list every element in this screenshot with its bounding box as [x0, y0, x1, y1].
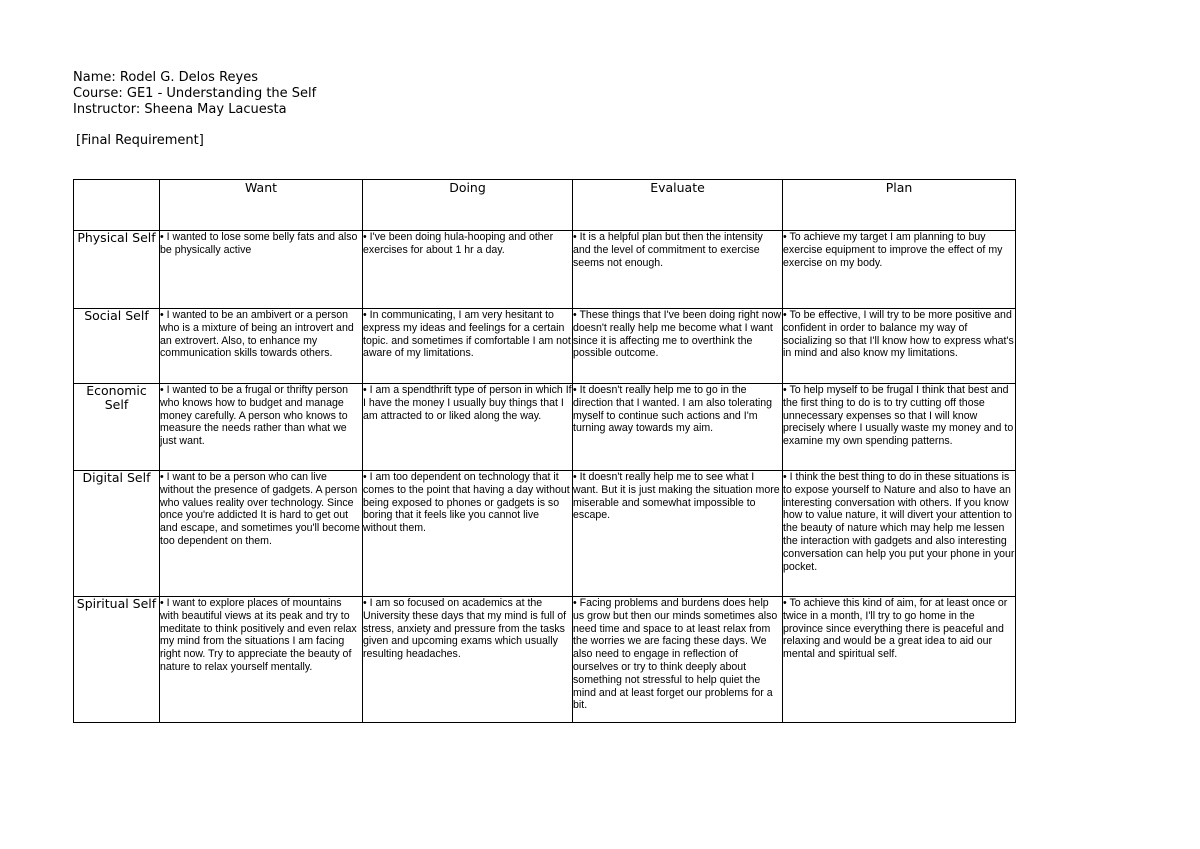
cell-digital-plan: • I think the best thing to do in these situations is to expose yourself to Nature and also to have an interesting conversation with others. If you know how to value nature, it will divert your attention to the beauty of nature which may help me lessen the interaction with gadgets and also interesting conversation can help you put your phone in your pocket.: [783, 471, 1016, 597]
cell-spiritual-doing: • I am so focused on academics at the University these days that my mind is full of stress, anxiety and pressure from the tasks given and upcoming exams which usually resulting headaches.: [363, 597, 573, 723]
requirement-label: [Final Requirement]: [76, 133, 204, 148]
table-header-row: [74, 180, 1016, 231]
cell-economic-doing: • I am a spendthrift type of person in which If I have the money I usually buy things that I am attracted to or liked along the way.: [363, 384, 573, 471]
row-header-social-self: Social Self: [74, 309, 160, 384]
table-row-economic-self: [74, 384, 1016, 471]
course-name: Course: GE1 - Understanding the Self: [73, 86, 317, 101]
cell-digital-want: • I want to be a person who can live without the presence of gadgets. A person who values reality over technology. Since once you're addicted It is hard to get out and escape, and sometimes you'll become too dependent on them.: [160, 471, 363, 597]
cell-spiritual-evaluate: • Facing problems and burdens does help us grow but then our minds sometimes also need time and space to at least relax from the worries we are facing these days. We also need to engage in reflection of ourselves or try to think deeply about something not stressful to help quiet the mind and at least forget our problems for a bit.: [573, 597, 783, 723]
cell-social-evaluate: • These things that I've been doing right now doesn't really help me become what I want since it is affecting me to overthink the possible outcome.: [573, 309, 783, 384]
cell-physical-doing: • I've been doing hula-hooping and other exercises for about 1 hr a day.: [363, 231, 573, 309]
row-header-economic-self: Economic Self: [74, 384, 160, 471]
student-name: Name: Rodel G. Delos Reyes: [73, 70, 258, 85]
cell-social-plan: • To be effective, I will try to be more positive and confident in order to balance my way of socializing so that I'll know how to express what's in mind and also know my limitations.: [783, 309, 1016, 384]
cell-spiritual-plan: • To achieve this kind of aim, for at least once or twice in a month, I'll try to go home in the province since everything there is peaceful and relaxing and would be a great idea to aid our mental and spiritual self.: [783, 597, 1016, 723]
row-header-digital-self: Digital Self: [74, 471, 160, 597]
column-header-want: Want: [160, 180, 363, 231]
cell-economic-evaluate: • It doesn't really help me to go in the direction that I wanted. I am also tolerating myself to continue such actions and I'm turning away towards my aim.: [573, 384, 783, 471]
column-header-doing: Doing: [363, 180, 573, 231]
table-row-digital-self: [74, 471, 1016, 597]
cell-economic-want: • I wanted to be a frugal or thrifty person who knows how to budget and manage money carefully. A person who knows to measure the needs rather than what we just want.: [160, 384, 363, 471]
row-header-spiritual-self: Spiritual Self: [74, 597, 160, 723]
document-header: [73, 70, 316, 149]
cell-economic-plan: • To help myself to be frugal I think that best and the first thing to do is to try cutting off those unnecessary expenses so that I will know precisely where I usually waste my money and to examine my own spending patterns.: [783, 384, 1016, 471]
table-row-physical-self: [74, 231, 1016, 309]
corner-cell: [74, 180, 160, 231]
cell-social-want: • I wanted to be an ambivert or a person who is a mixture of being an introvert and an extrovert. Also, to enhance my communication skills towards others.: [160, 309, 363, 384]
cell-digital-doing: • I am too dependent on technology that it comes to the point that having a day without being exposed to phones or gadgets is so boring that it feels like you cannot live without them.: [363, 471, 573, 597]
column-header-evaluate: Evaluate: [573, 180, 783, 231]
instructor-name: Instructor: Sheena May Lacuesta: [73, 102, 287, 117]
self-assessment-table: [73, 179, 1016, 723]
cell-social-doing: • In communicating, I am very hesitant to express my ideas and feelings for a certain topic. and sometimes if comfortable I am not aware of my limitations.: [363, 309, 573, 384]
cell-digital-evaluate: • It doesn't really help me to see what I want. But it is just making the situation more miserable and somewhat impossible to escape.: [573, 471, 783, 597]
cell-physical-evaluate: • It is a helpful plan but then the intensity and the level of commitment to exercise seems not enough.: [573, 231, 783, 309]
cell-physical-plan: • To achieve my target I am planning to buy exercise equipment to improve the effect of my exercise on my body.: [783, 231, 1016, 309]
column-header-plan: Plan: [783, 180, 1016, 231]
table-row-social-self: [74, 309, 1016, 384]
table-row-spiritual-self: [74, 597, 1016, 723]
cell-physical-want: • I wanted to lose some belly fats and also be physically active: [160, 231, 363, 309]
cell-spiritual-want: • I want to explore places of mountains with beautiful views at its peak and try to meditate to think positively and even relax my mind from the situations I am facing right now. Try to appreciate the beauty of nature to relax yourself mentally.: [160, 597, 363, 723]
row-header-physical-self: Physical Self: [74, 231, 160, 309]
